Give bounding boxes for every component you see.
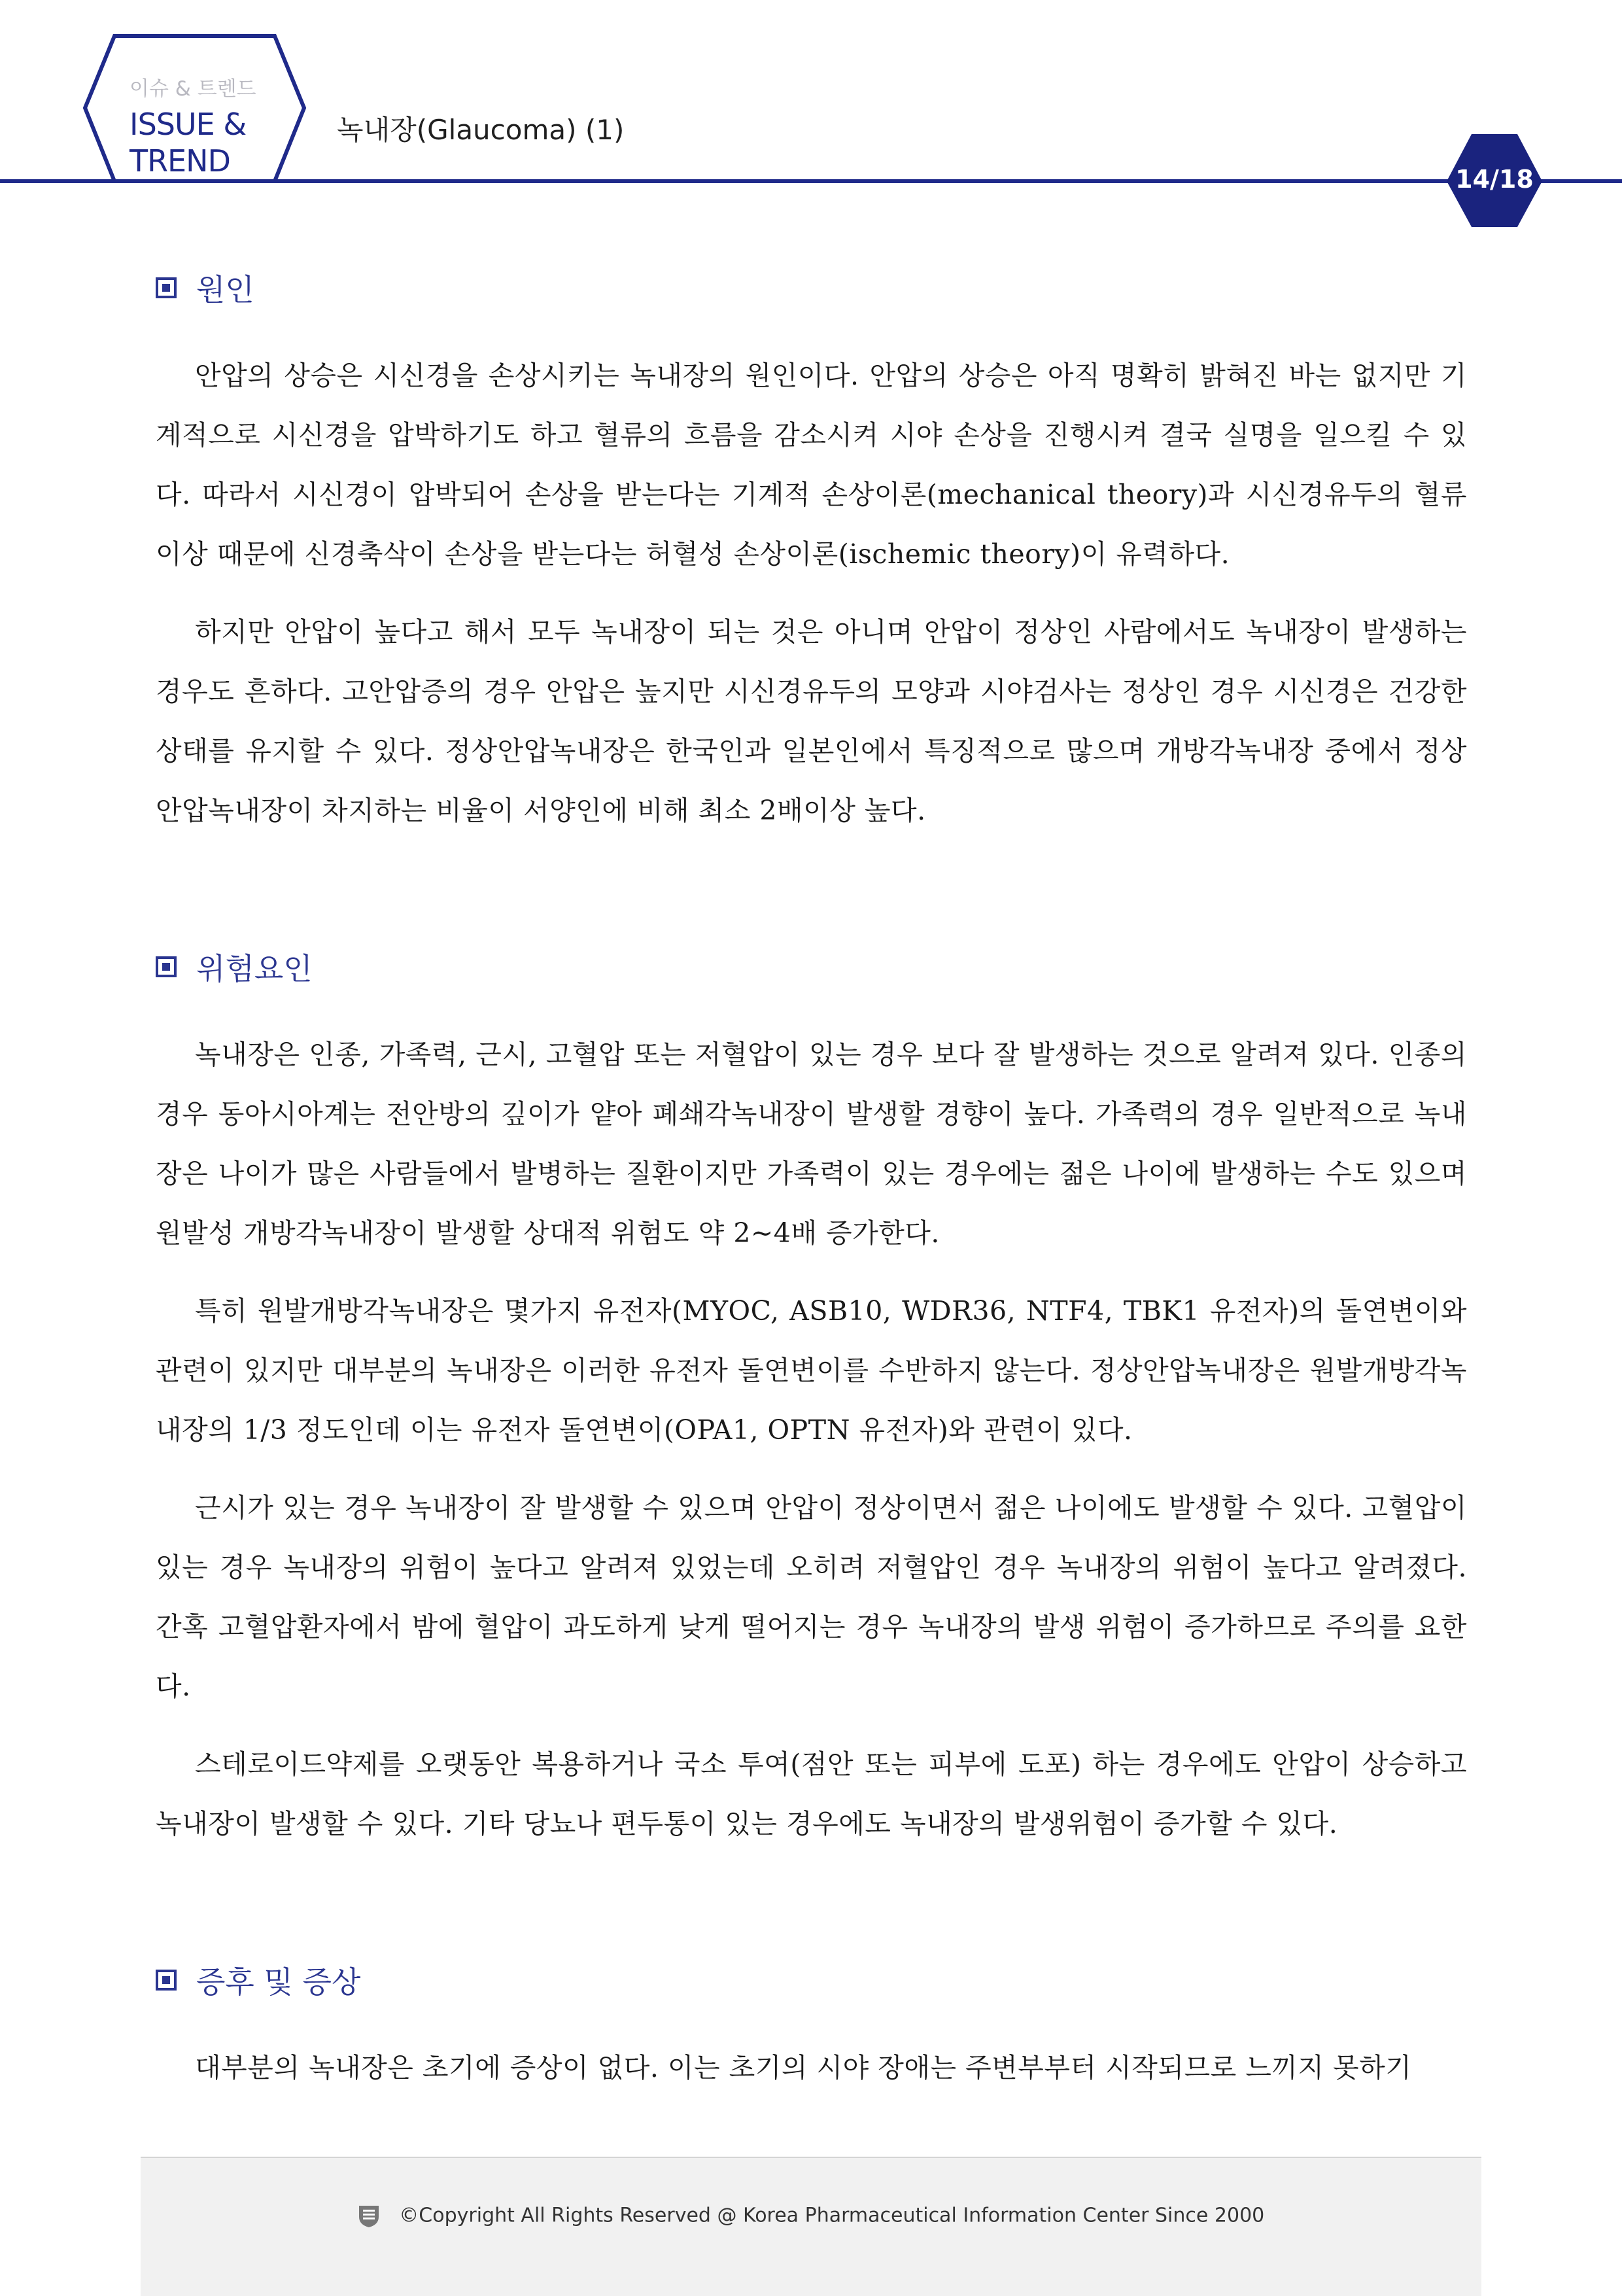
page-title: 녹내장(Glaucoma) (1) <box>337 114 625 146</box>
footer <box>141 2157 1481 2296</box>
paragraph: 특히 원발개방각녹내장은 몇가지 유전자(MYOC, ASB10, WDR36, NTF4, TBK1 유전자)의 돌연변이와 관련이 있지만 대부분의 녹내장은 이러한 유전자 돌연변이를 수반하지 않는다. 정상안압녹내장은 원발개방각녹내장의 1/3 정도인데 이는 유전자 돌연변이(OPA1, OPTN 유전자)와 관련이 있다. <box>156 1295 1467 1446</box>
copyright-text: ©Copyright All Rights Reserved @ Korea Pharmaceutical Information Center Since 2000 <box>399 2204 1265 2227</box>
document-body <box>156 265 1467 2098</box>
section-heading-text: 증후 및 증상 <box>196 1964 361 2000</box>
paragraph: 스테로이드약제를 오랫동안 복용하거나 국소 투여(점안 또는 피부에 도포) 하는 경우에도 안압이 상승하고 녹내장이 발생할 수 있다. 기타 당뇨나 편두통이 있는 경우에도 녹내장의 발생위험이 증가할 수 있다. <box>156 1748 1467 1839</box>
section-heading-risk-factors <box>156 944 1467 990</box>
square-bullet-icon <box>156 1970 177 1991</box>
brand-label-english <box>129 106 286 179</box>
brand-line-2: TREND <box>129 143 230 179</box>
paragraph: 하지만 안압이 높다고 해서 모두 녹내장이 되는 것은 아니며 안압이 정상인 사람에서도 녹내장이 발생하는 경우도 흔하다. 고안압증의 경우 안압은 높지만 시신경유두의 모양과 시야검사는 정상인 경우 시신경은 건강한 상태를 유지할 수 있다. 정상안압녹내장은 한국인과 일본인에서 특징적으로 많으며 개방각녹내장 중에서 정상 안압녹내장이 차지하는 비율이 서양인에 비해 최소 2배이상 높다. <box>156 616 1467 826</box>
section-heading-text: 위험요인 <box>196 951 313 986</box>
brand-label-korean: 이슈 & 트렌드 <box>129 77 256 101</box>
section-heading-symptoms <box>156 1957 1467 2003</box>
paragraph: 근시가 있는 경우 녹내장이 잘 발생할 수 있으며 안압이 정상이면서 젊은 나이에도 발생할 수 있다. 고혈압이 있는 경우 녹내장의 위험이 높다고 알려져 있었는데 오히려 저혈압인 경우 녹내장의 위험이 높다고 알려졌다. 간혹 고혈압환자에서 밤에 혈압이 과도하게 낮게 떨어지는 경우 녹내장의 발생 위험이 증가하므로 주의를 요한다. <box>156 1492 1467 1702</box>
section-heading-cause <box>156 265 1467 311</box>
square-bullet-icon <box>156 277 177 298</box>
footer-content <box>141 2204 1481 2229</box>
paragraph: 녹내장은 인종, 가족력, 근시, 고혈압 또는 저혈압이 있는 경우 보다 잘 발생하는 것으로 알려져 있다. 인종의 경우 동아시아계는 전안방의 깊이가 얕아 폐쇄각녹내장이 발생할 경향이 높다. 가족력의 경우 일반적으로 녹내장은 나이가 많은 사람들에서 발병하는 질환이지만 가족력이 있는 경우에는 젊은 나이에 발생하는 수도 있으며 원발성 개방각녹내장이 발생할 상대적 위험도 약 2~4배 증가한다. <box>156 1039 1467 1249</box>
paragraph: 안압의 상승은 시신경을 손상시키는 녹내장의 원인이다. 안압의 상승은 아직 명확히 밝혀진 바는 없지만 기계적으로 시신경을 압박하기도 하고 혈류의 흐름을 감소시켜 시야 손상을 진행시켜 결국 실명을 일으킬 수 있다. 따라서 시신경이 압박되어 손상을 받는다는 기계적 손상이론(mechanical theory)과 시신경유두의 혈류이상 때문에 신경축삭이 손상을 받는다는 허혈성 손상이론(ischemic theory)이 유력하다. <box>156 360 1467 570</box>
page-number: 14/18 <box>1455 165 1534 194</box>
brand-line-1: ISSUE & <box>129 107 247 142</box>
square-bullet-icon <box>156 956 177 977</box>
paragraph: 대부분의 녹내장은 초기에 증상이 없다. 이는 초기의 시야 장애는 주변부부터 시작되므로 느끼지 못하기 <box>195 2052 1412 2083</box>
section-heading-text: 원인 <box>196 272 254 307</box>
crest-icon <box>358 2204 380 2229</box>
